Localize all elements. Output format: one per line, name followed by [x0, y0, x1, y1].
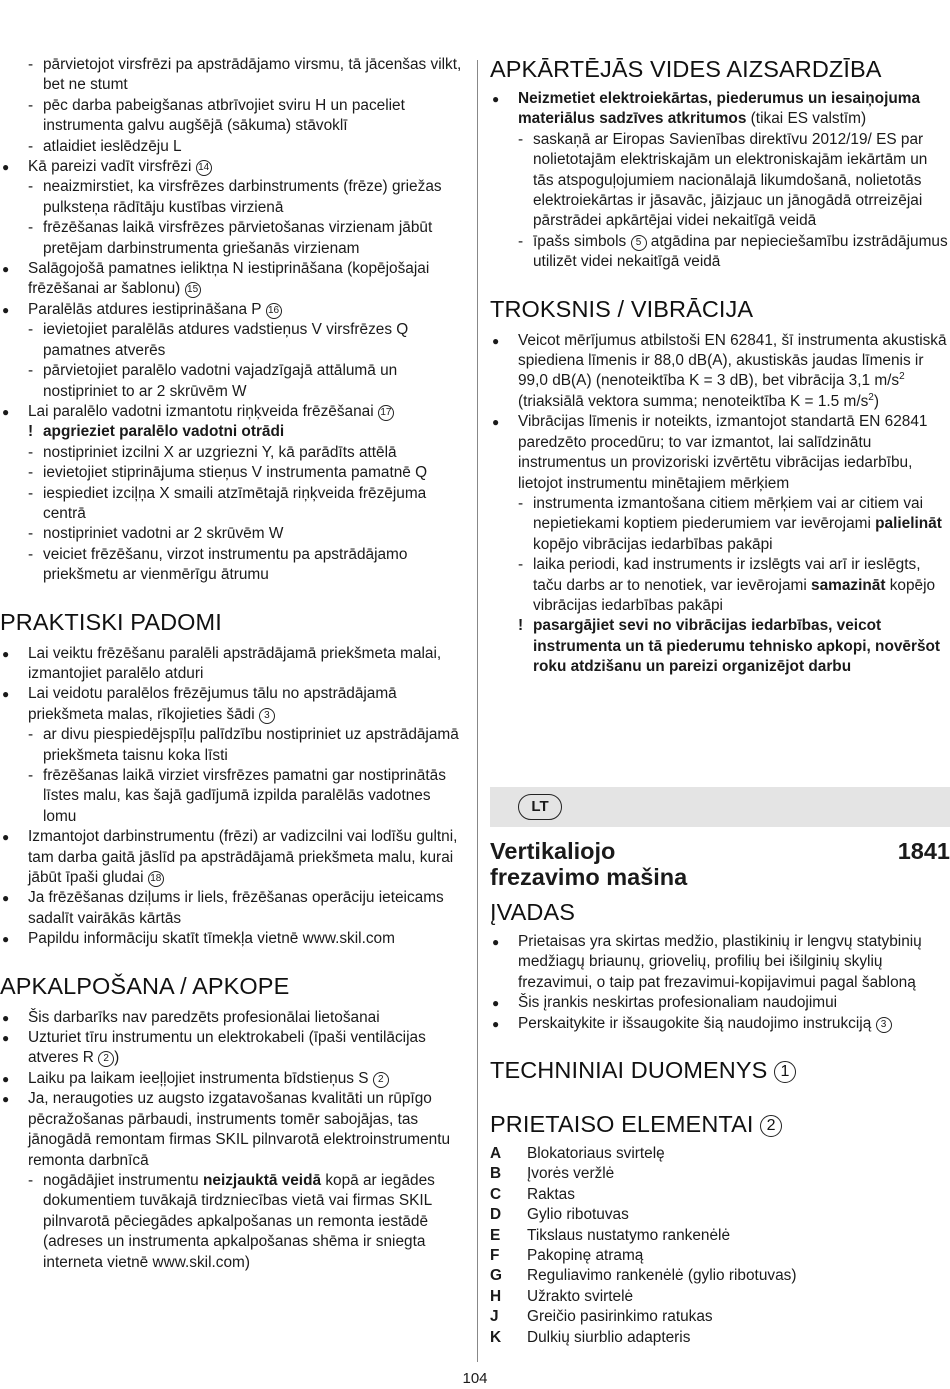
list-item: ● Šis įrankis neskirtas profesionaliam naudojimui [492, 994, 838, 1012]
language-badge: LT [518, 794, 562, 820]
list-item: ● Laiku pa laikam ieeļļojiet instrumenta bīdstieņus S 2 [0, 1069, 466, 1089]
warning-item: ! pasargājiet sevi no vibrācijas iedarbības, veicot instrumenta un tā piederumu tehnisko apkopi, novēršot roku atdzišanu un pareizi organizējot darbu [518, 617, 941, 676]
list-item: - pārvietojot virsfrēzi pa apstrādājamo virsmu, tā jācenšas vilkt, bet ne stumt [28, 56, 462, 94]
language-band [490, 787, 950, 827]
figure-ref: 3 [876, 1017, 892, 1033]
figure-ref: 16 [266, 303, 282, 319]
list-item: ● Kā pareizi vadīt virsfrēzi 14 [0, 157, 466, 177]
list-item: - frēzēšanas laikā virsfrēzes pārvietošanas virzienam jābūt pretējam darbinstrumenta griešanās virzienam [28, 219, 433, 257]
list-item: - nostipriniet vadotni ar 2 skrūvēm W [28, 525, 284, 543]
section-heading: APKALPOŠANA / APKOPE [0, 972, 290, 999]
list-item: - nostipriniet izcilni X ar uzgriezni Y, kā parādīts attēlā [28, 443, 397, 461]
figure-ref: 2 [760, 1115, 782, 1137]
list-item: ● Izmantojot darbinstrumentu (frēzi) ar vadizcilni vai lodīšu gultni, tam darba gaitā jāslīd pa apstrādājamā priekšmeta malu, kurai jābūt īpaši gludai 18 [2, 828, 458, 887]
list-item: - instrumenta izmantošana citiem mērķiem vai ar citiem vai nepietiekami koptiem piederumiem var ievērojami palielināt kopējo vibrācijas iedarbības pakāpi [518, 494, 942, 553]
section-heading: ĮVADAS [490, 899, 576, 925]
list-item: - laika periodi, kad instruments ir izslēgts vai arī ir ieslēgts, taču darbs ar to nenotiek, var ievērojami samazināt kopējo vibrācijas iedarbības pakāpi [518, 556, 936, 614]
list-item: - veiciet frēzēšanu, virzot instrumentu pa apstrādājamo priekšmetu ar vienmērīgu ātrumu [28, 545, 408, 584]
right-column [490, 55, 950, 678]
list-item: C Raktas [490, 1185, 575, 1203]
list-item: ● Neizmetiet elektroiekārtas, piederumus un iesaiņojuma materiālus sadzīves atkritumos (tikai ES valstīm) [492, 90, 921, 128]
list-item: - neaizmirstiet, ka virsfrēzes darbinstruments (frēze) griežas pulksteņa rādītāju kustības virzienā [28, 178, 442, 216]
section-heading: PRIETAISO ELEMENTAI 2 [490, 1110, 950, 1138]
section-heading: TROKSNIS / VIBRĀCIJA [490, 295, 754, 322]
figure-ref: 2 [373, 1072, 389, 1088]
list-item: ● Ja, neraugoties uz augsto izgatavošanas kvalitāti un rūpīgo pēcražošanas pārbaudi, instruments tomēr sabojājas, tas jānogādā remontam firmas SKIL pilnvarotā elektroinstrumentu remonta darbnīcā [2, 1090, 451, 1169]
list-item: J Greičio pasirinkimo ratukas [490, 1308, 713, 1326]
list-item: H Užrakto svirtelė [490, 1287, 634, 1305]
list-item: G Reguliavimo rankenėlė (gylio ribotuvas) [490, 1267, 797, 1285]
right-lower-column [490, 898, 950, 1348]
parts-list [490, 1144, 950, 1348]
section-heading: PRAKTISKI PADOMI [0, 608, 222, 635]
list-item: ● Lai paralēlo vadotni izmantotu riņķveida frēzēšanai 17 [0, 402, 466, 422]
figure-ref: 18 [148, 871, 164, 887]
list-item: - saskaņā ar Eiropas Savienības direktīvu 2012/19/ ES par nolietotajām elektriskajām un elektroniskajām iekārtām un tās atspoguļojumiem nacionālajā likumdošanā, nolietotās elektroiekārtas ir jāsavāc, jāizjauc un jānogādā otrreizējai pārstrādei apkārtējai videi nekaitīgā veidā [518, 130, 928, 230]
warning-item: ! apgrieziet paralēlo vadotni otrādi [28, 423, 285, 441]
list-item: E Tikslaus nustatymo rankenėlė [490, 1226, 731, 1244]
list-item: - ievietojiet paralēlās atdures vadstieņus V virsfrēzes Q pamatnes atverēs [28, 321, 409, 359]
list-item: ● Lai veidotu paralēlos frēzējumus tālu no apstrādājamā priekšmeta malas, rīkojieties šādi 3 [2, 685, 397, 723]
column-divider [477, 60, 478, 1362]
list-item: - nogādājiet instrumentu neizjauktā veidā kopā ar iegādes dokumentiem tuvākajā tirdzniecības vietā vai firmas SKIL pilnvarotā pēciegādes apkalpošanas un remonta iestādē (adreses un instrumenta apkalpošanas shēma ir sniegta interneta vietnē www.skil.com) [28, 1171, 435, 1271]
list-item: ● Uzturiet tīru instrumentu un elektrokabeli (īpaši ventilācijas atveres R 2 ) [2, 1029, 426, 1067]
list-item: - pēc darba pabeigšanas atbrīvojiet sviru H un paceliet instrumenta galvu augšējā (sākuma) stāvoklī [28, 96, 405, 135]
left-column [0, 55, 466, 1273]
list-item: ● Veicot mērījumus atbilstoši EN 62841, šī instrumenta akustiskā spiediena līmenis ir 88,0 dB(A), akustiskās jaudas līmenis ir 99,0 dB(A) (nenoteiktība K = 3 dB), bet vibrācija 3,1 $m/s^2$ (triaksiālā vektora summa; nenoteiktība K = 1.5 $m/s^2$) [492, 331, 947, 410]
list-item: ● Paralēlās atdures iestiprināšana P 16 [0, 300, 466, 320]
list-item: - ar divu piespiedējspīļu palīdzību nostipriniet uz apstrādājamā priekšmeta taisnu koka līsti [28, 726, 459, 764]
list-item: ● Šis darbarīks nav paredzēts profesionālai lietošanai [2, 1008, 380, 1026]
list-item: K Dulkių siurblio adapteris [490, 1328, 691, 1346]
list-item: D Gylio ribotuvas [490, 1206, 629, 1224]
list-item: - atlaidiet ieslēdzēju L [28, 137, 182, 155]
list-item: A Blokatoriaus svirtelę [490, 1145, 665, 1163]
list-item: ● Lai veiktu frēzēšanu paralēli apstrādājamā priekšmeta malai, izmantojiet paralēlo atduri [2, 644, 442, 682]
page-number: 104 [462, 1370, 488, 1387]
figure-ref: 1 [774, 1061, 796, 1083]
list-item: F Pakopinę atramą [490, 1247, 644, 1265]
list-item: ● Vibrācijas līmenis ir noteikts, izmantojot standartā EN 62841 paredzēto procedūru; to var izmantot, lai salīdzinātu instrumentus un provizoriski izvērtētu vibrācijas iedarbību, lietojot instrumentu minētajiem mērķiem [492, 413, 928, 492]
model-number: 1841 [897, 838, 950, 864]
list-item: ● Salāgojošā pamatnes ieliktņa N iestiprināšana (kopējošajai frēzēšanai ar šablonu) 15 [2, 260, 430, 298]
list-item: - ievietojiet stiprinājuma stieņus V instrumenta pamatnē Q [28, 464, 428, 482]
section-heading: APKĀRTĒJĀS VIDES AIZSARDZĪBA [490, 56, 882, 82]
figure-ref: 5 [631, 235, 647, 251]
top-steps [0, 55, 466, 157]
list-item: ● Prietaisas yra skirtas medžio, plastikinių ir lengvų statybinių medžiagų briaunų, griovelių, profilių bei išilginių skylių frezavimui, o taip pat frezavimui-kopijavimui pagal šabloną [492, 933, 922, 991]
list-item: B Įvorės veržlė [490, 1165, 615, 1183]
list-item: - frēzēšanas laikā virziet virsfrēzes pamatni gar nostiprinātās līstes malu, kas šajā gadījumā izpilda paralēlās vadotnes lomu [28, 767, 446, 825]
figure-ref: 3 [259, 708, 275, 724]
figure-ref: 2 [98, 1051, 114, 1067]
list-item: ● Ja frēzēšanas dziļums ir liels, frēzēšanas operāciju ieteicams sadalīt vairākās kārtās [2, 889, 444, 927]
list-item: ● Papildu informāciju skatīt tīmekļa vietnē www.skil.com [2, 930, 395, 948]
product-title: Vertikaliojo frezavimo mašina 1841 [490, 838, 950, 890]
figure-ref: 15 [185, 282, 201, 298]
figure-ref: 17 [378, 405, 394, 421]
section-heading: TECHNINIAI DUOMENYS 1 [490, 1056, 950, 1084]
list-item: - īpašs simbols 5 atgādina par nepieciešamību izstrādājumus utilizēt videi nekaitīgā veidā [518, 232, 948, 271]
list-item: - pārvietojiet paralēlo vadotni vajadzīgajā attālumā un nostipriniet to ar 2 skrūvēm W [28, 362, 398, 400]
figure-ref: 14 [196, 160, 212, 176]
list-item: ● Perskaitykite ir išsaugokite šią naudojimo instrukciją 3 [490, 1014, 950, 1034]
list-item: - iespiediet izciļņa X smaili atzīmētajā riņķveida frēzējuma centrā [28, 484, 427, 522]
